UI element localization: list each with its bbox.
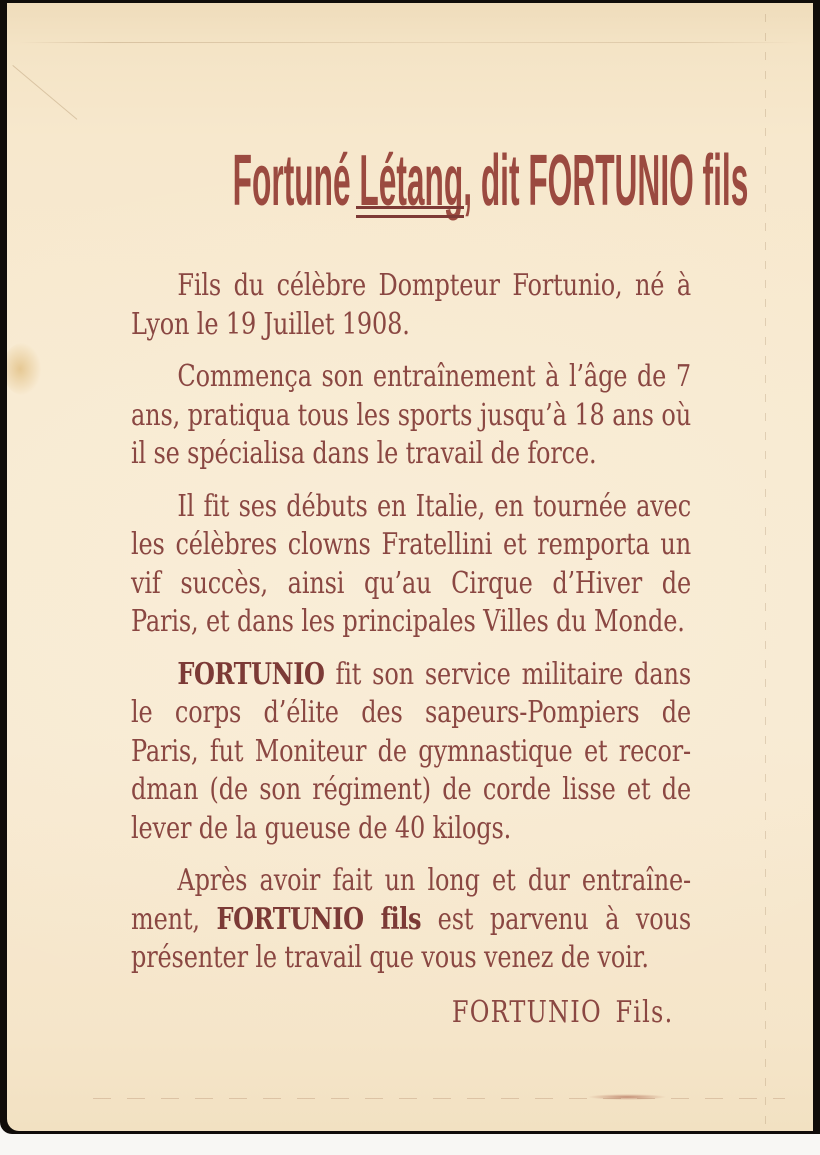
crease-line-vertical	[765, 3, 766, 1131]
text-line	[131, 656, 691, 695]
text-line	[131, 267, 691, 306]
postcard	[7, 3, 813, 1131]
crease-line-top	[19, 42, 799, 43]
text-line	[131, 810, 691, 849]
text-segment: fit son service militaire dans	[324, 656, 691, 692]
text-line	[131, 862, 691, 901]
text-segment: Lyon le 19 Juillet 1908.	[131, 306, 410, 342]
text-segment: les célèbres clowns Fratellini et remporta un	[131, 527, 691, 562]
paragraph	[131, 488, 691, 642]
double-rule-divider	[356, 206, 464, 218]
text-segment: le corps d’élite des sapeurs-Pompiers de	[131, 695, 691, 730]
text-line	[131, 565, 691, 604]
text-segment: présenter le travail que vous venez de voir.	[131, 940, 649, 975]
text-segment: Paris, fut Moniteur de gymnastique et recor-	[131, 733, 691, 769]
paragraphs-container	[131, 267, 691, 978]
text-line	[131, 306, 691, 345]
text-segment: il se spécialisa dans le travail de force.	[131, 436, 597, 471]
text-line	[131, 771, 691, 810]
text-line	[131, 733, 691, 772]
text-segment: lever de la gueuse de 40 kilogs.	[131, 810, 512, 846]
signature: FORTUNIO Fils.	[451, 994, 674, 1030]
text-segment: dman (de son régiment) de corde lisse et de	[131, 772, 691, 807]
text-line	[131, 526, 691, 565]
text-line	[131, 901, 691, 940]
crease-smudge	[587, 1094, 667, 1100]
paragraph	[131, 862, 691, 978]
text-line	[131, 488, 691, 527]
text-line	[131, 603, 691, 642]
page-title: Fortuné Létang, dit FORTUNIO fils	[232, 141, 749, 222]
text-segment: vif succès, ainsi qu’au Cirque d’Hiver de	[131, 565, 691, 601]
bold-performer-name: FORTUNIO fils	[216, 901, 422, 937]
document-body	[131, 267, 691, 1030]
text-segment: Paris, et dans les principales Villes du Monde.	[131, 604, 685, 639]
paragraph	[131, 267, 691, 344]
text-segment: est parvenu à vous	[421, 901, 691, 937]
crease-line-diagonal	[12, 65, 77, 120]
text-line	[131, 939, 691, 978]
text-segment: Après avoir fait un long et dur entraîne-	[177, 863, 691, 898]
bold-performer-name: FORTUNIO	[177, 656, 325, 692]
text-segment: ment,	[131, 901, 217, 937]
text-segment: Commença son entraînement à l’âge de 7	[177, 359, 691, 394]
text-segment: ans, pratiqua tous les sports jusqu’à 18 ans où	[131, 397, 691, 433]
text-segment: Fils du célèbre Dompteur Fortunio, né à	[177, 268, 691, 303]
text-line	[131, 358, 691, 397]
crease-line-bottom	[77, 1098, 785, 1099]
paragraph	[131, 656, 691, 849]
paragraph	[131, 358, 691, 474]
text-line	[131, 435, 691, 474]
text-line	[131, 397, 691, 436]
text-line	[131, 694, 691, 733]
text-segment: Il fit ses débuts en Italie, en tournée avec	[177, 488, 691, 524]
paper-stain	[7, 343, 41, 395]
